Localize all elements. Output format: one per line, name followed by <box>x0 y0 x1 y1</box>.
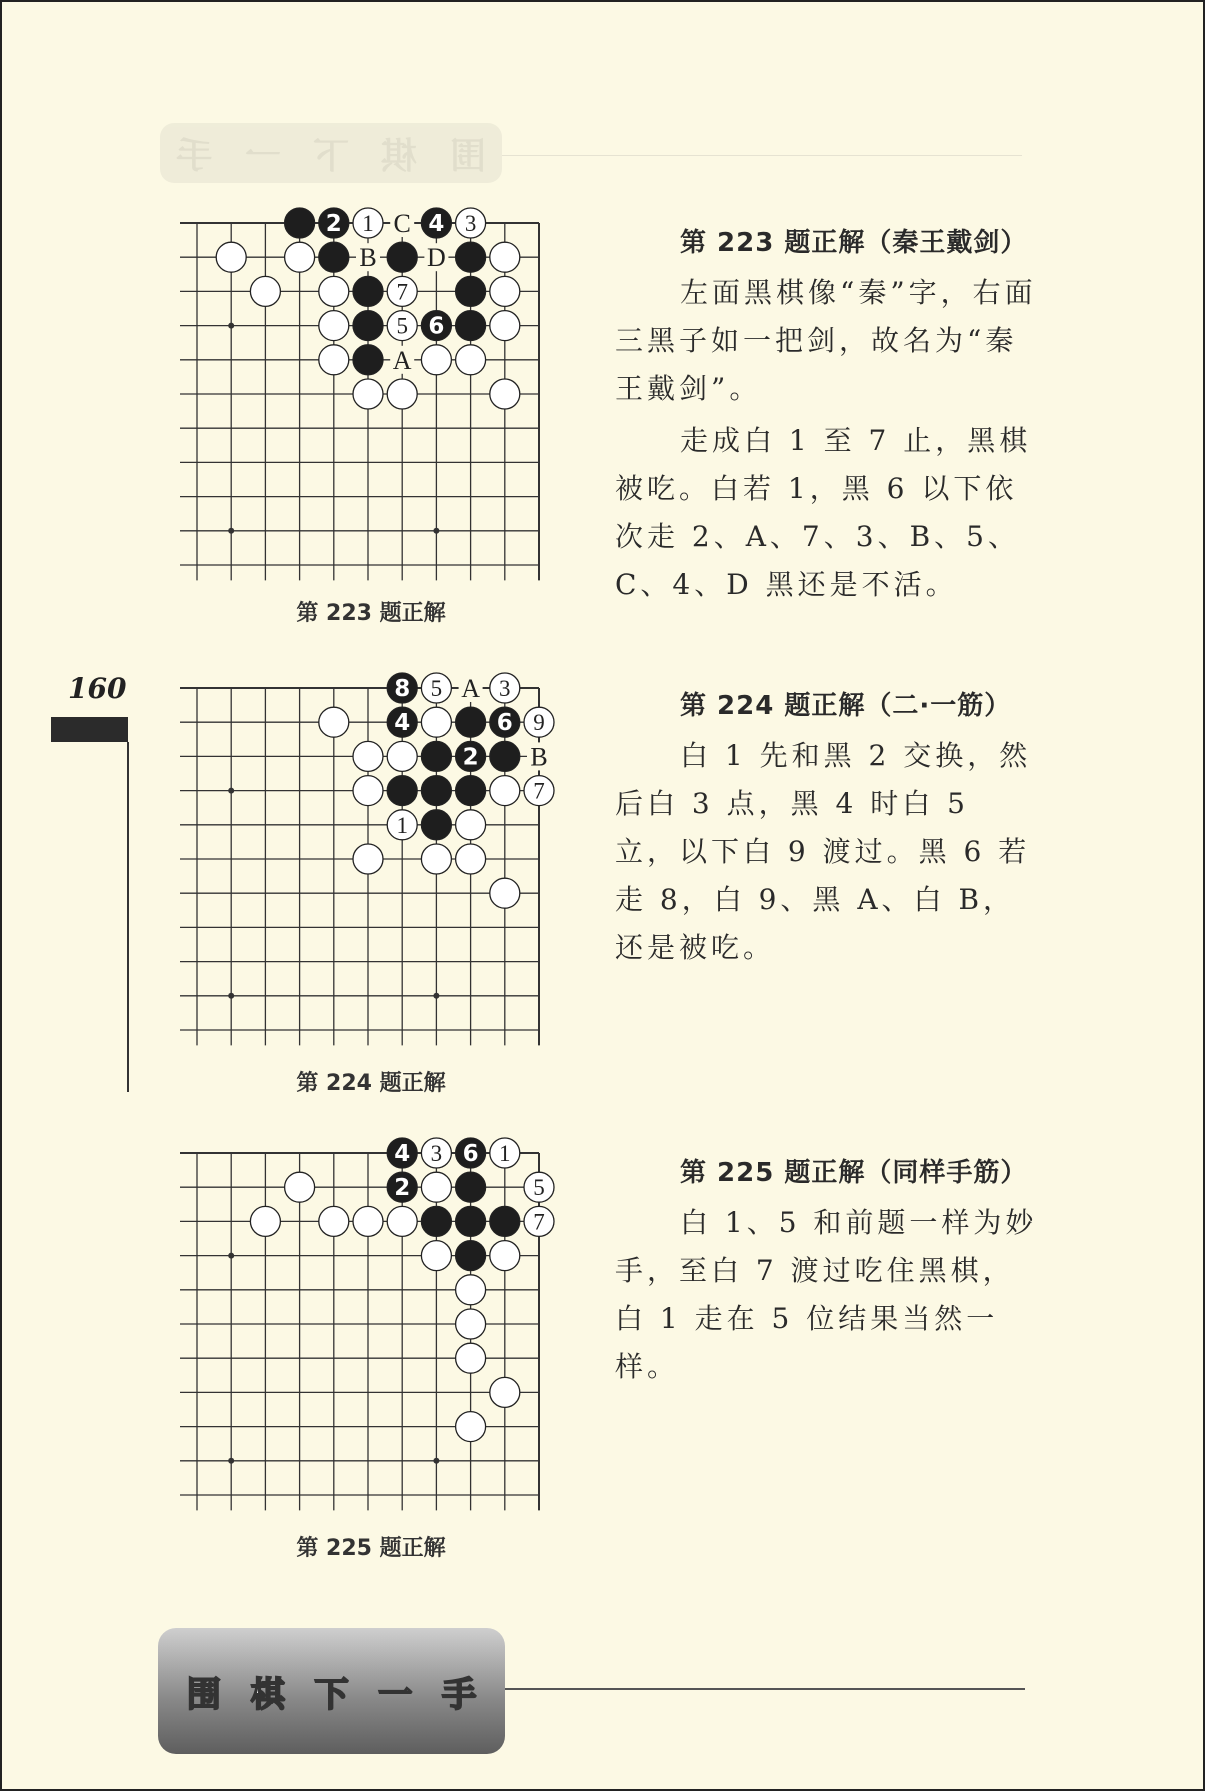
black-stone <box>456 276 486 306</box>
move-number: 1 <box>396 812 408 838</box>
black-stone <box>490 741 520 771</box>
solution-paragraph: 走成白 1 至 7 止，黑棋被吃。白若 1，黑 6 以下依次走 2、A、7、3、B、5、C、4、D 黑还是不活。 <box>615 424 1032 601</box>
star-point <box>433 993 439 999</box>
white-stone <box>421 1241 451 1271</box>
white-stone <box>456 1275 486 1305</box>
white-stone <box>456 345 486 375</box>
solution-text-225 <box>615 1152 1045 1391</box>
go-board-225 <box>180 1137 560 1512</box>
white-stone <box>387 741 417 771</box>
move-number: 7 <box>396 279 408 305</box>
white-stone <box>387 379 417 409</box>
move-number: 5 <box>533 1175 545 1201</box>
black-stone <box>456 776 486 806</box>
white-stone <box>490 878 520 908</box>
star-point <box>228 528 234 534</box>
bleed-char: 棋 <box>381 134 418 177</box>
white-stone <box>490 311 520 341</box>
go-board-223 <box>180 207 560 582</box>
white-stone <box>353 844 383 874</box>
star-point <box>228 993 234 999</box>
move-number: 9 <box>533 710 545 736</box>
book-title-banner <box>158 1628 505 1754</box>
black-stone <box>456 242 486 272</box>
white-stone <box>387 1206 417 1236</box>
move-number: 1 <box>499 1141 511 1166</box>
diagram-caption: 第 223 题正解 <box>296 601 446 626</box>
white-stone <box>490 1377 520 1407</box>
black-stone <box>456 311 486 341</box>
white-stone <box>250 1206 280 1236</box>
banner-char: 一 <box>378 1674 413 1715</box>
white-stone <box>285 1172 315 1202</box>
star-point <box>433 1458 439 1464</box>
white-stone <box>319 311 349 341</box>
black-stone <box>353 276 383 306</box>
solution-text-224 <box>615 685 1045 972</box>
black-stone <box>421 810 451 840</box>
footer-rule <box>505 1688 1025 1690</box>
solution-heading: 第 224 题正解（二·一筋） <box>680 691 1012 721</box>
move-number: 6 <box>496 710 513 737</box>
white-stone <box>421 1172 451 1202</box>
page-number: 160 <box>68 672 127 705</box>
star-point <box>228 323 234 329</box>
point-marker-C: C <box>393 209 411 238</box>
move-number: 4 <box>428 211 445 237</box>
move-number: 5 <box>430 676 443 701</box>
white-stone <box>319 707 349 737</box>
white-stone <box>490 776 520 806</box>
banner-char: 手 <box>442 1674 477 1715</box>
black-stone <box>456 1206 486 1236</box>
black-stone <box>456 1172 486 1202</box>
bleed-char: 一 <box>244 134 281 177</box>
go-board-224 <box>180 672 560 1047</box>
black-stone <box>421 741 451 771</box>
margin-rule <box>127 742 129 1092</box>
black-stone <box>285 208 315 238</box>
move-number: 2 <box>462 744 479 771</box>
star-point <box>433 528 439 534</box>
banner-char: 下 <box>314 1674 349 1715</box>
bleed-char: 下 <box>312 134 349 177</box>
white-stone <box>421 844 451 874</box>
white-stone <box>456 1343 486 1373</box>
solution-text-223 <box>615 222 1045 609</box>
star-point <box>228 1253 234 1259</box>
black-stone <box>387 242 417 272</box>
point-marker-A: A <box>392 345 412 375</box>
move-number: 2 <box>325 211 342 237</box>
bleed-char: 围 <box>449 134 486 177</box>
move-number: 7 <box>533 778 545 804</box>
black-stone <box>319 242 349 272</box>
solution-paragraph: 白 1、5 和前题一样为妙手，至白 7 渡过吃住黑棋，白 1 走在 5 位结果当然一样。 <box>615 1206 1038 1383</box>
solution-heading: 第 223 题正解（秦王戴剑） <box>680 228 1028 258</box>
white-stone <box>490 276 520 306</box>
move-number: 3 <box>464 211 477 236</box>
white-stone <box>490 379 520 409</box>
move-number: 3 <box>430 1141 443 1166</box>
black-stone <box>353 311 383 341</box>
banner-char: 围 <box>186 1674 221 1715</box>
black-stone <box>387 776 417 806</box>
black-stone <box>421 1206 451 1236</box>
solution-heading: 第 225 题正解（同样手筋） <box>680 1158 1028 1188</box>
move-number: 2 <box>394 1175 411 1202</box>
point-marker-B: B <box>530 742 548 772</box>
move-number: 8 <box>394 676 411 702</box>
white-stone <box>250 276 280 306</box>
white-stone <box>456 844 486 874</box>
white-stone <box>490 242 520 272</box>
black-stone <box>456 1241 486 1271</box>
black-stone <box>353 345 383 375</box>
white-stone <box>319 345 349 375</box>
bleed-char: 手 <box>176 134 213 177</box>
white-stone <box>319 1206 349 1236</box>
white-stone <box>353 776 383 806</box>
white-stone <box>421 707 451 737</box>
star-point <box>228 788 234 794</box>
white-stone <box>285 242 315 272</box>
white-stone <box>456 810 486 840</box>
move-number: 6 <box>462 1141 479 1167</box>
page-number-bar <box>51 717 128 742</box>
bleed-through-rule <box>502 155 1022 156</box>
white-stone <box>490 1241 520 1271</box>
white-stone <box>353 379 383 409</box>
solution-paragraph: 左面黑棋像“秦”字，右面三黑子如一把剑，故名为“秦王戴剑”。 <box>615 276 1037 405</box>
white-stone <box>319 276 349 306</box>
move-number: 6 <box>428 313 445 340</box>
star-point <box>228 1458 234 1464</box>
diagram-caption: 第 225 题正解 <box>296 1536 446 1561</box>
diagram-caption: 第 224 题正解 <box>296 1071 446 1096</box>
white-stone <box>456 1309 486 1339</box>
move-number: 4 <box>394 1141 411 1167</box>
point-marker-B: B <box>359 243 377 273</box>
move-number: 1 <box>362 211 374 236</box>
banner-char: 棋 <box>250 1674 285 1715</box>
point-marker-D: D <box>427 243 446 273</box>
white-stone <box>216 242 246 272</box>
point-marker-A: A <box>461 674 480 703</box>
black-stone <box>490 1206 520 1236</box>
solution-paragraph: 白 1 先和黑 2 交换，然后白 3 点，黑 4 时白 5 立，以下白 9 渡过。黑 6 若走 8，白 9、黑 A、白 B，还是被吃。 <box>615 739 1032 964</box>
move-number: 4 <box>394 710 411 737</box>
white-stone <box>353 741 383 771</box>
white-stone <box>421 345 451 375</box>
move-number: 7 <box>533 1209 545 1235</box>
white-stone <box>353 1206 383 1236</box>
white-stone <box>456 1412 486 1442</box>
move-number: 3 <box>499 676 511 701</box>
bleed-through-banner <box>160 123 502 183</box>
black-stone <box>421 776 451 806</box>
move-number: 5 <box>396 313 408 339</box>
black-stone <box>456 707 486 737</box>
